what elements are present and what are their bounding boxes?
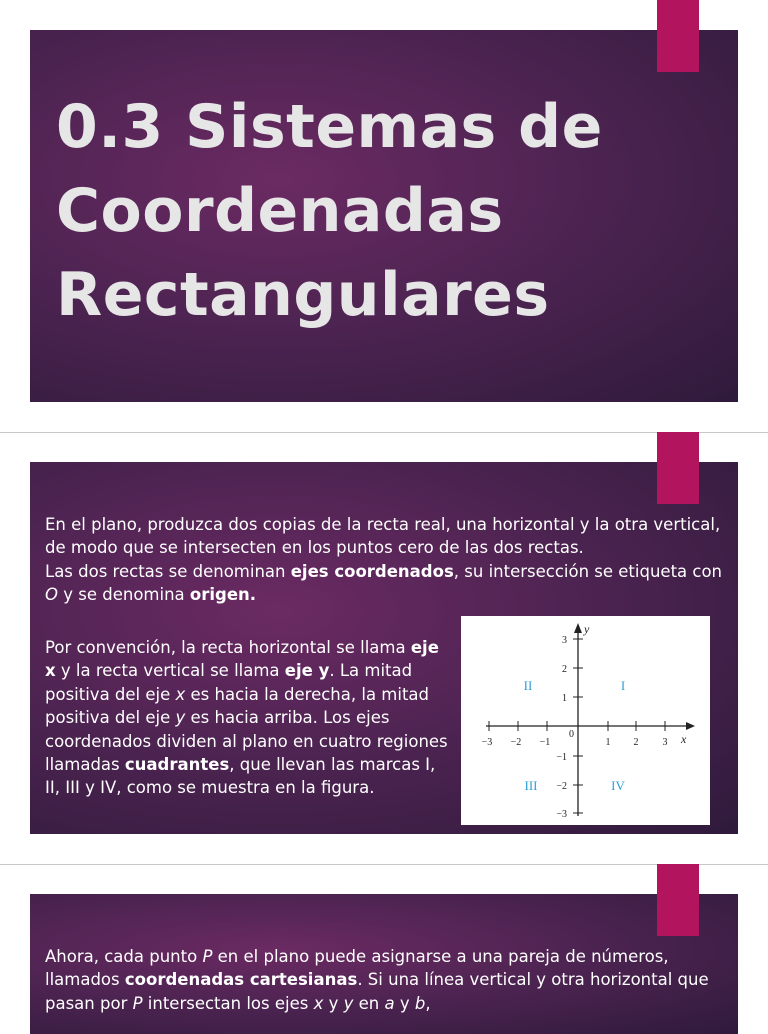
x-axis-label: x (681, 732, 687, 746)
x-tick-label: 1 (605, 737, 611, 748)
x-tick-label: −3 (481, 737, 493, 748)
slide-divider (0, 864, 768, 865)
x-axis-arrow (686, 722, 695, 730)
term-eje-y: eje y (284, 661, 330, 681)
y-tick-label: −3 (556, 809, 567, 820)
title-line-3: Rectangulares (56, 260, 550, 330)
quadrant-label-IV: IV (611, 778, 625, 793)
origin-label: 0 (569, 729, 574, 740)
y-tick-label: 2 (562, 664, 567, 675)
title-line-2: Coordenadas (56, 176, 504, 246)
cartesian-paragraph: Ahora, cada punto P en el plano puede asignarse a una pareja de números, llamados coordenadas cartesianas. Si una línea vertical y otra horizontal que pasan por P intersectan los ejes x y y en a y b, (45, 947, 709, 1013)
quadrant-label-III: III (524, 778, 538, 793)
y-tick-label: 3 (562, 635, 567, 646)
slide-divider (0, 432, 768, 433)
x-tick-label: −1 (539, 737, 551, 748)
y-tick-label: 1 (562, 693, 567, 704)
y-tick-label: −1 (556, 752, 567, 763)
y-axis-label: y (584, 622, 590, 636)
title-slide (30, 30, 738, 402)
x-tick-label: −2 (510, 737, 522, 748)
title-line-1: 0.3 Sistemas de (56, 92, 603, 162)
y-axis-arrow (574, 623, 582, 633)
term-coordenadas-cartesianas: coordenadas cartesianas (124, 970, 358, 990)
coordinate-plane-figure (461, 616, 710, 825)
term-eje-x: eje x (45, 638, 439, 681)
slide-title (56, 85, 603, 337)
slide-accent-tab (657, 0, 699, 72)
content-slide-coordinates (30, 894, 738, 1034)
y-tick-label: −2 (556, 781, 567, 792)
content-slide-axes (30, 462, 738, 834)
slide-accent-tab (657, 864, 699, 936)
term-origen: origen. (189, 585, 257, 605)
slide-accent-tab (657, 432, 699, 504)
convention-paragraph: Por convención, la recta horizontal se llama eje x y la recta vertical se llama eje y. La mitad positiva del eje x es hacia la derecha, la mitad positiva del eje y es hacia arriba. Los ejes coordenados dividen al plano en cuatro regiones llamadas cuadrantes, que llevan las marcas I, II, III y IV, como se muestra en la figura. (45, 638, 448, 798)
intro-paragraph: En el plano, produzca dos copias de la recta real, una horizontal y la otra vertical, de modo que se intersecten en los puntos cero de las dos rectas. Las dos rectas se denominan ejes coordenados, su intersección se etiqueta con O y se denomina origen. (45, 515, 723, 605)
term-ejes-coordenados: ejes coordenados (290, 561, 454, 581)
x-tick-label: 3 (662, 737, 668, 748)
x-tick-label: 2 (633, 737, 639, 748)
term-cuadrantes: cuadrantes (124, 755, 230, 775)
quadrant-label-II: II (523, 678, 533, 693)
quadrant-label-I: I (620, 678, 626, 693)
